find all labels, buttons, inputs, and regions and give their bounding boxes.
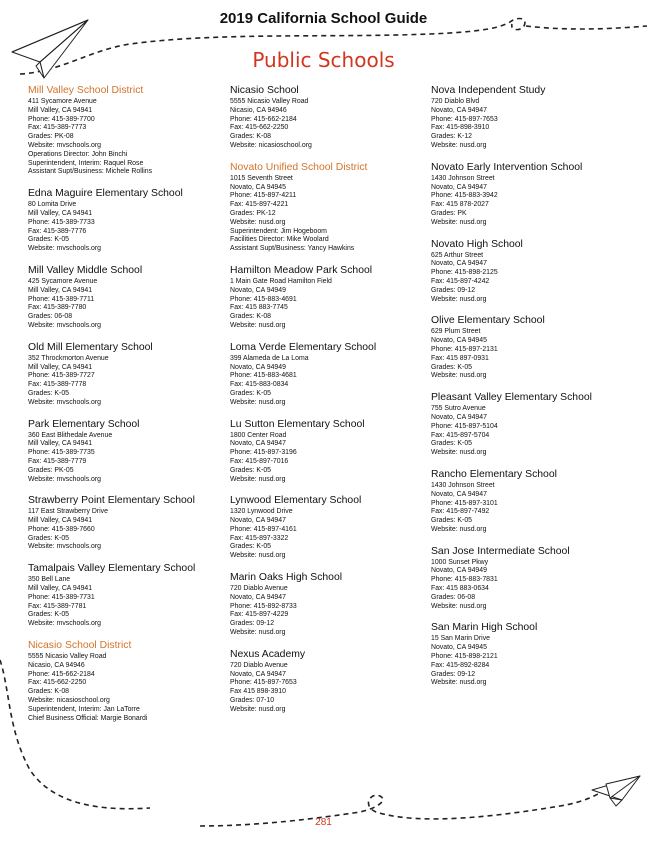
district-entry [28,84,233,177]
entry-detail-line: Phone: 415-897-4161 [230,525,297,533]
entry-detail-line: Website: nusd.org [230,475,286,483]
entry-detail-line: Fax: 415 878-2027 [431,201,489,209]
school-entry [28,187,233,254]
entry-detail-line: Mill Valley, CA 94941 [28,106,93,114]
entry-detail-line: Novato, CA 94947 [431,260,487,268]
entry-detail-line: 15 San Marin Drive [431,635,490,643]
entry-detail-line: Fax: 415-892-8284 [431,661,490,669]
listing-column [431,84,636,698]
entry-detail-line: 5555 Nicasio Valley Road [28,653,107,661]
school-entry [431,468,636,535]
entry-detail-line: 720 Diablo Avenue [230,661,288,669]
entry-detail-line: Fax 415 898-3910 [230,688,286,696]
district-name: Nicasio School District [28,640,132,652]
entry-detail-line: Phone: 415-389-7727 [28,372,95,380]
entry-detail-line: Superintendent, Interim: Raquel Rose [28,159,144,167]
entry-detail-line: 360 East Blithedale Avenue [28,431,113,439]
entry-detail-line: Fax: 415-389-7780 [28,304,87,312]
entry-detail-line: Fax: 415 897-0931 [431,354,489,362]
entry-detail-line: Novato, CA 94945 [230,183,286,191]
entry-detail-line: 1800 Center Road [230,431,287,439]
school-entry [28,418,233,485]
entry-detail-line: Phone: 415-897-2131 [431,345,498,353]
entry-detail-line: Grades: K-05 [230,389,271,397]
school-entry [431,238,636,305]
entry-detail-line: Fax: 415-897-7016 [230,457,289,465]
school-name: Nicasio School [230,85,299,96]
entry-detail-line: Phone: 415-898-2121 [431,653,498,661]
listing-column [28,84,233,733]
entry-detail-line: Grades: K-05 [28,236,69,244]
school-entry [431,314,636,381]
school-name: Lynwood Elementary School [230,495,362,507]
entry-detail-line: 399 Alameda de La Loma [230,354,309,362]
entry-detail-line: Fax: 415-897-4229 [230,611,289,619]
entry-detail-line: Superintendent: Jim Hogeboom [230,227,327,235]
entry-detail-line: Fax: 415 883-0634 [431,585,489,593]
entry-detail-line: Fax: 415-883-0834 [230,381,289,389]
paper-airplane-icon [592,776,640,806]
entry-detail-line: Mill Valley, CA 94941 [28,585,93,593]
entry-detail-line: Grades: PK-12 [230,209,276,217]
school-name: Lu Sutton Elementary School [230,418,365,430]
school-entry [28,494,233,552]
entry-detail-line: Fax: 415-389-7773 [28,124,87,132]
entry-detail-line: Grades: K-05 [431,363,472,371]
section-title: Public Schools [252,48,395,72]
entry-detail-line: 5555 Nicasio Valley Road [230,98,309,105]
entry-detail-line: Novato, CA 94947 [431,183,487,191]
entry-detail-line: Website: nicasioschool.org [28,697,110,705]
entry-detail-line: Novato, CA 94947 [431,106,487,114]
school-entry [230,418,435,485]
entry-detail-line: Website: nusd.org [431,141,487,149]
entry-detail-line: Novato, CA 94949 [230,363,286,371]
entry-detail-line: Grades: K-12 [431,133,472,141]
entry-detail-line: Website: nusd.org [431,218,487,226]
entry-detail-line: Fax: 415-389-7778 [28,381,87,389]
entry-detail-line: Mill Valley, CA 94941 [28,440,93,448]
entry-detail-line: Mill Valley, CA 94941 [28,286,93,294]
school-name: Nexus Academy [230,648,306,660]
entry-detail-line: Phone: 415-898-2125 [431,269,498,277]
entry-detail-line: Phone: 415-883-4681 [230,372,297,380]
entry-detail-line: Fax: 415-897-3322 [230,534,289,542]
entry-detail-line: Website: nusd.org [230,629,286,637]
entry-detail-line: Website: nusd.org [230,705,286,713]
entry-detail-line: Chief Business Official: Margie Bonardi [28,714,148,722]
entry-detail-line: Website: nusd.org [230,218,286,226]
entry-detail-line: Website: nusd.org [431,449,487,457]
entry-detail-line: Fax: 415-897-4242 [431,277,490,285]
entry-detail-line: Grades: K-08 [28,688,69,696]
entry-detail-line: Phone: 415-897-3196 [230,449,297,457]
school-entry [230,571,435,638]
entry-detail-line: Fax: 415-897-7492 [431,508,490,516]
entry-detail-line: Phone: 415-389-7733 [28,218,95,226]
entry-detail-line: Fax: 415-898-3910 [431,124,490,132]
entry-detail-line: Grades: 09-12 [230,620,275,628]
school-entry [230,84,435,151]
entry-detail-line: Grades: K-05 [28,389,69,397]
school-entry [431,391,636,458]
entry-detail-line: 1 Main Gate Road Hamilton Field [230,277,332,285]
school-entry [230,341,435,408]
entry-detail-line: Novato, CA 94947 [431,490,487,498]
entry-detail-line: 350 Bell Lane [28,576,71,584]
entry-detail-line: Phone: 415-892-8733 [230,602,297,610]
entry-detail-line: Phone: 415-883-3942 [431,192,498,200]
entry-detail-line: Grades: 09-12 [431,670,476,678]
entry-detail-line: Fax: 415-897-4221 [230,201,289,209]
entry-detail-line: Nicasio, CA 94946 [28,661,85,669]
entry-detail-line: Phone: 415-389-7735 [28,449,95,457]
school-entry [28,562,233,629]
entry-detail-line: 80 Lomita Drive [28,201,77,209]
school-entry [230,264,435,331]
entry-detail-line: 755 Sutro Avenue [431,405,486,413]
entry-detail-line: Website: mvschools.org [28,475,102,483]
entry-detail-line: Phone: 415-389-7711 [28,295,95,303]
entry-detail-line: Mill Valley, CA 94941 [28,209,93,217]
entry-detail-line: 411 Sycamore Avenue [28,98,97,105]
entry-detail-line: Assistant Supt/Business: Michele Rollins [28,168,153,176]
school-entry [431,84,636,151]
entry-detail-line: Website: nusd.org [431,602,487,610]
entry-detail-line: 720 Diablo Avenue [230,585,288,593]
entry-detail-line: Grades: 09-12 [431,286,476,294]
entry-detail-line: Fax: 415-389-7779 [28,457,87,465]
school-name: San Jose Intermediate School [431,545,570,557]
entry-detail-line: Website: nusd.org [431,295,487,303]
entry-detail-line: Phone: 415-897-7653 [230,679,297,687]
school-name: Novato Early Intervention School [431,161,583,173]
entry-detail-line: Website: mvschools.org [28,321,102,329]
entry-detail-line: Phone: 415-897-3101 [431,499,498,507]
entry-detail-line: Fax: 415 883-7745 [230,304,288,312]
school-entry [230,648,435,715]
entry-detail-line: 1000 Sunset Pkwy [431,558,489,566]
entry-detail-line: Grades: PK-05 [28,466,74,474]
entry-detail-line: Phone: 415-883-4691 [230,295,297,303]
entry-detail-line: Mill Valley, CA 94941 [28,363,93,371]
entry-detail-line: Grades: PK-08 [28,133,74,141]
entry-detail-line: Grades: K-05 [431,440,472,448]
school-name: Strawberry Point Elementary School [28,495,195,507]
entry-detail-line: Fax: 415-662-2250 [230,124,289,132]
entry-detail-line: Grades: K-05 [431,517,472,525]
entry-detail-line: Website: nusd.org [431,525,487,533]
school-name: Pleasant Valley Elementary School [431,392,592,404]
entry-detail-line: Grades: PK [431,209,467,217]
entry-detail-line: Grades: 06-08 [28,313,73,321]
entry-detail-line: Novato, CA 94947 [230,517,286,525]
district-name: Mill Valley School District [28,85,144,96]
entry-detail-line: Website: nusd.org [230,552,286,560]
entry-detail-line: Phone: 415-883-7831 [431,576,498,584]
entry-detail-line: Website: mvschools.org [28,620,102,628]
school-name: Novato High School [431,238,523,250]
entry-detail-line: 625 Arthur Street [431,251,484,259]
entry-detail-line: Phone: 415-389-7660 [28,525,95,533]
entry-detail-line: Grades: 07-10 [230,697,275,705]
school-name: Loma Verde Elementary School [230,341,377,353]
entry-detail-line: Grades: K-08 [230,313,271,321]
entry-detail-line: 720 Diablo Blvd [431,98,480,105]
entry-detail-line: Novato, CA 94945 [431,644,487,652]
entry-detail-line: 1015 Seventh Street [230,174,293,182]
entry-detail-line: Phone: 415-662-2184 [230,115,297,123]
entry-detail-line: Novato, CA 94947 [230,593,286,601]
school-name: Mill Valley Middle School [28,264,143,276]
entry-detail-line: Grades: K-05 [230,466,271,474]
entry-detail-line: Grades: K-05 [28,611,69,619]
entry-detail-line: Novato, CA 94947 [230,440,286,448]
school-entry [431,161,636,228]
guide-title: 2019 California School Guide [219,10,428,27]
entry-detail-line: 629 Plum Street [431,328,481,336]
entry-detail-line: Website: nusd.org [431,372,487,380]
entry-detail-line: Phone: 415-897-4211 [230,192,297,200]
entry-detail-line: Novato, CA 94949 [230,286,286,294]
school-name: Nova Independent Study [431,85,546,96]
school-entry [28,341,233,408]
district-entry [230,161,435,254]
entry-detail-line: Fax: 415-897-5704 [431,431,490,439]
entry-detail-line: Phone: 415-897-7653 [431,115,498,123]
entry-detail-line: Website: mvschools.org [28,543,102,551]
school-name: Rancho Elementary School [431,468,557,480]
entry-detail-line: Website: mvschools.org [28,245,102,253]
entry-detail-line: Nicasio, CA 94946 [230,106,287,114]
entry-detail-line: Novato, CA 94947 [230,670,286,678]
entry-detail-line: Mill Valley, CA 94941 [28,517,93,525]
entry-detail-line: Website: nicasioschool.org [230,141,312,149]
school-name: Edna Maguire Elementary School [28,188,183,200]
entry-detail-line: Grades: K-08 [230,133,271,141]
entry-detail-line: Website: nusd.org [230,398,286,406]
entry-detail-line: Superintendent, Interim: Jan LaTorre [28,705,140,713]
entry-detail-line: Phone: 415-897-5104 [431,422,498,430]
entry-detail-line: Assistant Supt/Business: Yancy Hawkins [230,245,355,253]
entry-detail-line: 425 Sycamore Avenue [28,277,98,285]
entry-detail-line: 117 East Strawberry Drive [28,508,108,516]
entry-detail-line: Website: nusd.org [431,679,487,687]
entry-detail-line: Phone: 415-389-7700 [28,115,95,123]
page-number: 281 [315,817,332,828]
district-entry [28,639,233,723]
school-name: San Marin High School [431,622,538,634]
entry-detail-line: 1320 Lynwood Drive [230,508,293,516]
school-name: Marin Oaks High School [230,572,343,584]
school-entry [28,264,233,331]
entry-detail-line: Fax: 415-389-7776 [28,227,87,235]
entry-detail-line: Operations Director: John Binchi [28,150,128,158]
school-name: Old Mill Elementary School [28,341,153,353]
entry-detail-line: Website: mvschools.org [28,398,102,406]
entry-detail-line: Novato, CA 94947 [431,413,487,421]
entry-detail-line: Website: mvschools.org [28,141,102,149]
entry-detail-line: Phone: 415-662-2184 [28,670,95,678]
school-entry [431,545,636,612]
entry-detail-line: 1430 Johnson Street [431,174,495,182]
entry-detail-line: Fax: 415-662-2250 [28,679,87,687]
school-name: Park Elementary School [28,418,140,430]
entry-detail-line: Website: nusd.org [230,321,286,329]
school-name: Hamilton Meadow Park School [230,264,373,276]
entry-detail-line: Grades: 06-08 [431,593,476,601]
entry-detail-line: Grades: K-05 [28,534,69,542]
entry-detail-line: Novato, CA 94945 [431,337,487,345]
entry-detail-line: Grades: K-05 [230,543,271,551]
entry-detail-line: 352 Throckmorton Avenue [28,354,109,362]
entry-detail-line: Phone: 415-389-7731 [28,593,95,601]
school-name: Olive Elementary School [431,315,545,327]
school-name: Tamalpais Valley Elementary School [28,563,196,575]
entry-detail-line: Fax: 415-389-7781 [28,602,87,610]
entry-detail-line: Novato, CA 94949 [431,567,487,575]
listing-column [230,84,435,725]
district-name: Novato Unified School District [230,161,368,173]
school-entry [230,494,435,561]
entry-detail-line: 1430 Johnson Street [431,481,495,489]
entry-detail-line: Facilities Director: Mike Woolard [230,236,329,244]
school-entry [431,621,636,688]
